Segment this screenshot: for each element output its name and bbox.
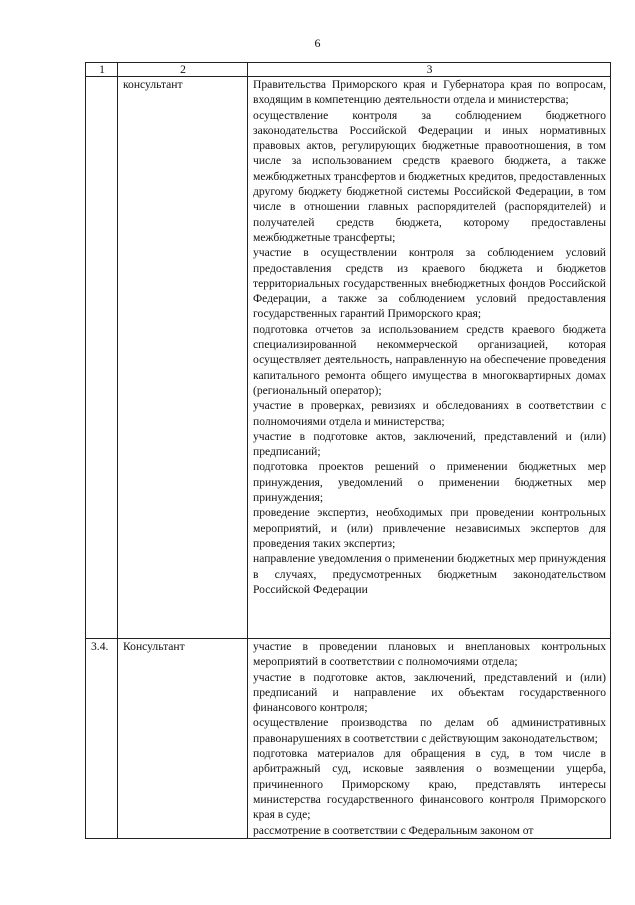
header-cell-1: 1 [86,63,118,77]
duty-item: осуществление производства по делам об административных правонарушениях в соответствии с действующим законодательством; [253,716,606,745]
duty-item: участие в подготовке актов, заключений, представлений и (или) предписаний; [253,429,606,459]
duty-item: осуществление контроля за соблюдением бюджетного законодательства Российской Федерации и иных нормативных правовых актов, регулирующих бюджетные правоотношения, в том числе за использованием средств краевого бюджета, а также межбюджетных трансфертов и бюджетных кредитов, предоставленных другому бюджету бюджетной системы Российской Федерации, в том числе в отношении главных распорядителей (распорядителей) и получателей средств бюджета, которому предоставлены межбюджетные трансферты; [253,108,606,244]
duty-item: участие в осуществлении контроля за соблюдением условий предоставления средств из краевого бюджета и бюджетов территориальных государственных внебюджетных фондов Российской Федерации, а также за соблюдением условий предоставления государственных гарантий Приморского края; [253,246,606,321]
duty-item: подготовка материалов для обращения в суд, в том числе в арбитражный суд, исковые заявления о возмещении ущерба, причиненного Приморскому краю, представлять интересы министерства государственного финансового контроля Приморского края в суде; [253,747,606,822]
duty-item: участие в проведении плановых и внеплановых контрольных мероприятий в соответствии с полномочиями отдела; [253,640,606,669]
duties-cell [248,639,611,839]
duty-item: участие в проверках, ревизиях и обследованиях в соответствии с полномочиями отдела и министерства; [253,399,606,428]
table-header-row [86,63,611,77]
row-number [86,77,118,639]
duty-item: проведение экспертиз, необходимых при проведении контрольных мероприятий, и (или) привлечение независимых экспертов для проведения таких экспертиз; [253,506,606,550]
page-number: 6 [314,36,321,50]
duty-item: рассмотрение в соответствии с Федеральным законом от [253,823,534,837]
position-title: консультант [118,77,248,639]
table-row [86,77,611,639]
header-cell-2: 2 [118,63,248,77]
duty-item: участие в подготовке актов, заключений, представлений и (или) предписаний и направление их объектам государственного финансового контроля; [253,670,606,715]
duty-item: Правительства Приморского края и Губернатора края по вопросам, входящим в компетенцию деятельности отдела и министерства; [253,78,606,107]
duty-item: подготовка проектов решений о применении бюджетных мер принуждения, уведомлений о применении бюджетных мер принуждения; [253,460,606,505]
position-title: Консультант [118,639,248,839]
duty-item: подготовка отчетов за использованием средств краевого бюджета специализированной некоммерческой организацией, которая осуществляет деятельность, направленную на обеспечение проведения капитального ремонта общего имущества в многоквартирных домах (региональный оператор); [253,322,606,397]
row-number: 3.4. [86,639,118,839]
table-row [86,639,611,839]
duty-item: направление уведомления о применении бюджетных мер принуждения в случаях, предусмотренных бюджетным законодательством Российской Федерации [253,552,606,596]
duties-cell [248,77,611,639]
header-cell-3: 3 [248,63,611,77]
duties-table [85,62,611,839]
